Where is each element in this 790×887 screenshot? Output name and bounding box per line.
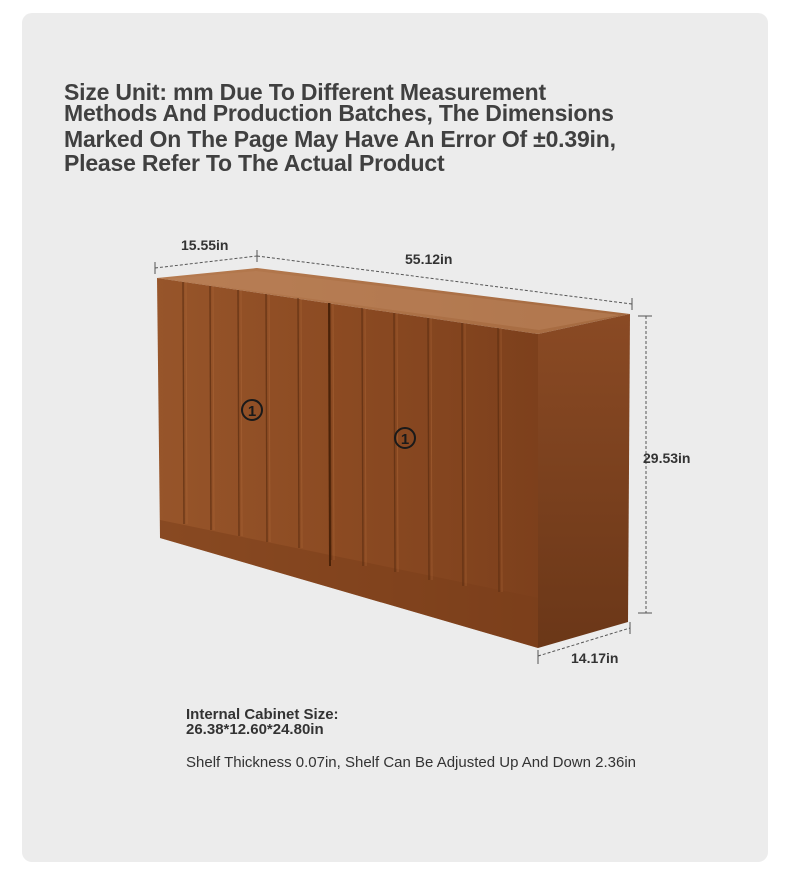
dimension-height: 29.53in	[643, 450, 691, 466]
door-marker-label: 1	[400, 431, 410, 448]
internal-size-title: Internal Cabinet Size:	[186, 706, 339, 723]
dimension-depth-top: 15.55in	[181, 237, 229, 253]
internal-size-value: 26.38*12.60*24.80in	[186, 721, 324, 738]
dimension-width: 55.12in	[405, 251, 453, 267]
cabinet-side	[538, 314, 630, 648]
notice-line: Size Unit: mm Due To Different Measurement	[64, 79, 546, 105]
shelf-note: Shelf Thickness 0.07in, Shelf Can Be Adjusted Up And Down 2.36in	[186, 754, 637, 771]
door-marker-label: 1	[247, 403, 257, 420]
dimension-depth-bottom: 14.17in	[571, 650, 619, 666]
notice-line: Methods And Production Batches, The Dimensions	[64, 100, 614, 126]
door-seam	[329, 303, 330, 566]
notice-line: Please Refer To The Actual Product	[64, 150, 445, 176]
notice-line: Marked On The Page May Have An Error Of ±0.39in,	[64, 126, 616, 152]
